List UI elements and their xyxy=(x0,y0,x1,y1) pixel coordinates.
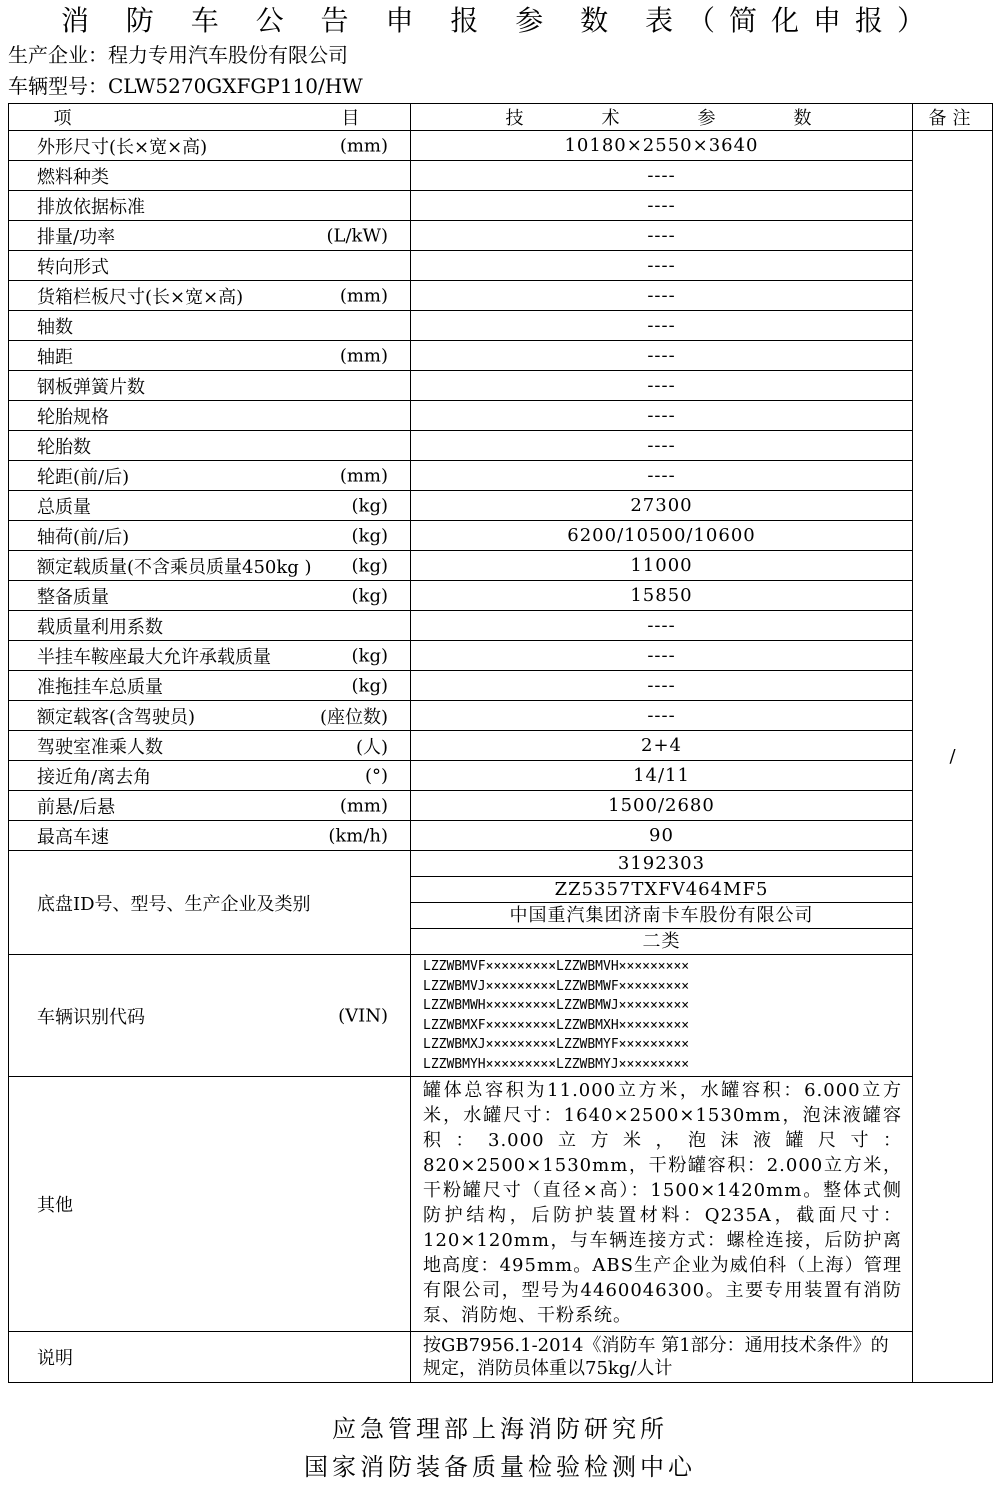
vin-values xyxy=(411,955,913,1077)
row-item-cell xyxy=(9,731,411,761)
header-item: 项 目 xyxy=(9,104,411,131)
row-label: 载质量利用系数 xyxy=(37,616,163,638)
table-row xyxy=(9,251,993,281)
vin-line: LZZWBMXJ×××××××××LZZWBMYF××××××××× xyxy=(423,1037,690,1052)
row-unit: (mm) xyxy=(339,465,388,486)
row-unit: (°) xyxy=(364,765,388,786)
row-item-cell xyxy=(9,221,411,251)
row-item-cell xyxy=(9,251,411,281)
chassis-line: 二类 xyxy=(642,931,681,952)
table-row xyxy=(9,431,993,461)
chassis-label: 底盘ID号、型号、生产企业及类别 xyxy=(9,851,411,955)
table-row xyxy=(9,311,993,341)
table-row xyxy=(9,341,993,371)
row-value: 14/11 xyxy=(411,761,913,791)
remark-cell: / xyxy=(913,131,993,1383)
row-unit: (kg) xyxy=(351,675,388,696)
row-value: ---- xyxy=(411,371,913,401)
row-value: 2+4 xyxy=(411,731,913,761)
row-item-cell xyxy=(9,821,411,851)
chassis-line: ZZ5357TXFV464MF5 xyxy=(411,877,912,903)
table-row xyxy=(9,401,993,431)
table-row xyxy=(9,461,993,491)
note-label: 说明 xyxy=(9,1332,411,1383)
row-item-cell xyxy=(9,281,411,311)
table-row xyxy=(9,761,993,791)
row-label: 准拖挂车总质量 xyxy=(37,676,163,698)
row-label: 接近角/离去角 xyxy=(37,766,152,788)
vin-line: LZZWBMWH×××××××××LZZWBMWJ××××××××× xyxy=(423,998,690,1013)
row-unit: (mm) xyxy=(339,795,388,816)
row-label: 货箱栏板尺寸(长×宽×高) xyxy=(37,286,244,308)
row-unit: (L/kW) xyxy=(326,225,388,246)
note-row xyxy=(9,1332,993,1383)
table-row xyxy=(9,371,993,401)
row-unit: (人) xyxy=(355,736,388,758)
row-unit: (kg) xyxy=(351,585,388,606)
row-value: 15850 xyxy=(411,581,913,611)
header-remark: 备注 xyxy=(913,104,993,131)
row-value: 11000 xyxy=(411,551,913,581)
row-label: 整备质量 xyxy=(37,586,109,608)
vin-line: LZZWBMYH×××××××××LZZWBMYJ××××××××× xyxy=(423,1056,690,1072)
row-unit: (kg) xyxy=(351,645,388,666)
chassis-line: 中国重汽集团济南卡车股份有限公司 xyxy=(411,903,912,929)
row-item-cell xyxy=(9,461,411,491)
row-label: 最高车速 xyxy=(37,826,109,848)
row-label: 排放依据标准 xyxy=(37,196,145,218)
note-text: 按GB7956.1-2014《消防车 第1部分：通用技术条件》的规定，消防员体重以75kg/人计 xyxy=(411,1332,913,1383)
table-row xyxy=(9,521,993,551)
chassis-values xyxy=(411,851,913,955)
vin-label: 车辆识别代码 xyxy=(37,1006,145,1028)
row-value: ---- xyxy=(411,431,913,461)
row-item-cell xyxy=(9,551,411,581)
spec-table xyxy=(8,103,993,1383)
table-row xyxy=(9,161,993,191)
table-row xyxy=(9,551,993,581)
vin-line: LZZWBMVF×××××××××LZZWBMVH××××××××× xyxy=(423,959,690,974)
row-value: ---- xyxy=(411,191,913,221)
row-value: ---- xyxy=(411,341,913,371)
row-label: 钢板弹簧片数 xyxy=(37,376,145,398)
row-value: ---- xyxy=(411,461,913,491)
row-label: 轴荷(前/后) xyxy=(37,526,130,548)
row-item-cell xyxy=(9,701,411,731)
row-unit: (kg) xyxy=(351,525,388,546)
row-label: 轮胎规格 xyxy=(37,406,109,428)
row-value: 10180×2550×3640 xyxy=(411,131,913,161)
row-item-cell xyxy=(9,161,411,191)
other-row xyxy=(9,1077,993,1332)
row-label: 额定载客(含驾驶员) xyxy=(37,706,196,728)
table-row xyxy=(9,221,993,251)
row-value: ---- xyxy=(411,641,913,671)
table-row xyxy=(9,191,993,221)
row-label: 外形尺寸(长×宽×高) xyxy=(37,136,208,158)
row-label: 轴距 xyxy=(37,346,73,368)
row-value: ---- xyxy=(411,671,913,701)
row-label: 半挂车鞍座最大允许承载质量 xyxy=(37,646,271,668)
row-unit: (mm) xyxy=(339,345,388,366)
table-row xyxy=(9,131,993,161)
vin-line: LZZWBMXF×××××××××LZZWBMXH××××××××× xyxy=(423,1017,690,1033)
table-row xyxy=(9,641,993,671)
row-value: ---- xyxy=(411,161,913,191)
vin-unit: (VIN) xyxy=(338,1005,388,1026)
row-label: 前悬/后悬 xyxy=(37,796,116,818)
row-value: 1500/2680 xyxy=(411,791,913,821)
vin-label-cell xyxy=(9,955,411,1077)
row-item-cell xyxy=(9,641,411,671)
table-row xyxy=(9,821,993,851)
other-label: 其他 xyxy=(9,1077,411,1332)
row-item-cell xyxy=(9,581,411,611)
row-item-cell xyxy=(9,191,411,221)
row-item-cell xyxy=(9,611,411,641)
table-row xyxy=(9,701,993,731)
row-label: 排量/功率 xyxy=(37,226,116,248)
row-value: 6200/10500/10600 xyxy=(411,521,913,551)
row-item-cell xyxy=(9,761,411,791)
vin-row xyxy=(9,955,993,1077)
table-row xyxy=(9,281,993,311)
manufacturer-line: 生产企业：程力专用汽车股份有限公司 xyxy=(8,43,348,67)
row-unit: (kg) xyxy=(351,495,388,516)
row-item-cell xyxy=(9,131,411,161)
row-label: 轴数 xyxy=(37,316,73,338)
table-row xyxy=(9,611,993,641)
header-params: 技 术 参 数 xyxy=(411,104,913,131)
row-item-cell xyxy=(9,521,411,551)
table-row xyxy=(9,791,993,821)
row-value: ---- xyxy=(411,311,913,341)
row-item-cell xyxy=(9,431,411,461)
row-label: 轮距(前/后) xyxy=(37,466,130,488)
row-item-cell xyxy=(9,341,411,371)
row-value: ---- xyxy=(411,221,913,251)
row-unit: (mm) xyxy=(339,135,388,156)
row-value: 27300 xyxy=(411,491,913,521)
row-unit: (座位数) xyxy=(319,706,388,728)
row-value: ---- xyxy=(411,281,913,311)
vin-line: LZZWBMVJ×××××××××LZZWBMWF××××××××× xyxy=(423,978,690,994)
other-text: 罐体总容积为11.000立方米，水罐容积：6.000立方米，水罐尺寸：1640×2500×1530mm，泡沫液罐容积：3.000立方米，泡沫液罐尺寸：820×2500×1530mm，干粉罐容积：2.000立方米，干粉罐尺寸（直径×高）：1500×1420mm。整体式侧防护结构，后防护装置材料：Q235A，截面尺寸：120×120mm，与车辆连接方式：螺栓连接，后防护离地高度：495mm。ABS生产企业为威伯科（上海）管理有限公司，型号为4460046300。主要专用装置有消防泵、消防炮、干粉系统。 xyxy=(411,1077,913,1332)
row-label: 总质量 xyxy=(37,496,91,518)
row-value: ---- xyxy=(411,251,913,281)
row-value: ---- xyxy=(411,401,913,431)
row-label: 转向形式 xyxy=(37,256,109,278)
table-row xyxy=(9,581,993,611)
row-item-cell xyxy=(9,791,411,821)
chassis-line: 3192303 xyxy=(411,851,912,877)
chassis-row xyxy=(9,851,993,955)
table-row xyxy=(9,491,993,521)
document-title: 消 防 车 公 告 申 报 参 数 表（简化申报） xyxy=(60,4,940,37)
row-unit: (km/h) xyxy=(328,825,388,846)
row-item-cell xyxy=(9,491,411,521)
row-label: 额定载质量(不含乘员质量450kg ) xyxy=(37,556,312,578)
row-item-cell xyxy=(9,371,411,401)
row-item-cell xyxy=(9,311,411,341)
row-value: 90 xyxy=(411,821,913,851)
row-value: ---- xyxy=(411,611,913,641)
row-label: 轮胎数 xyxy=(37,436,91,458)
table-row xyxy=(9,671,993,701)
table-header-row xyxy=(9,104,993,131)
row-value: ---- xyxy=(411,701,913,731)
footer-line-2: 国家消防装备质量检验检测中心 xyxy=(304,1453,696,1481)
row-item-cell xyxy=(9,671,411,701)
row-item-cell xyxy=(9,401,411,431)
row-unit: (mm) xyxy=(339,285,388,306)
row-unit: (kg) xyxy=(351,555,388,576)
table-row xyxy=(9,731,993,761)
row-label: 驾驶室准乘人数 xyxy=(37,736,163,758)
footer-line-1: 应急管理部上海消防研究所 xyxy=(332,1415,668,1443)
vehicle-model-line: 车辆型号：CLW5270GXFGP110/HW xyxy=(8,74,363,98)
row-label: 燃料种类 xyxy=(37,166,109,188)
